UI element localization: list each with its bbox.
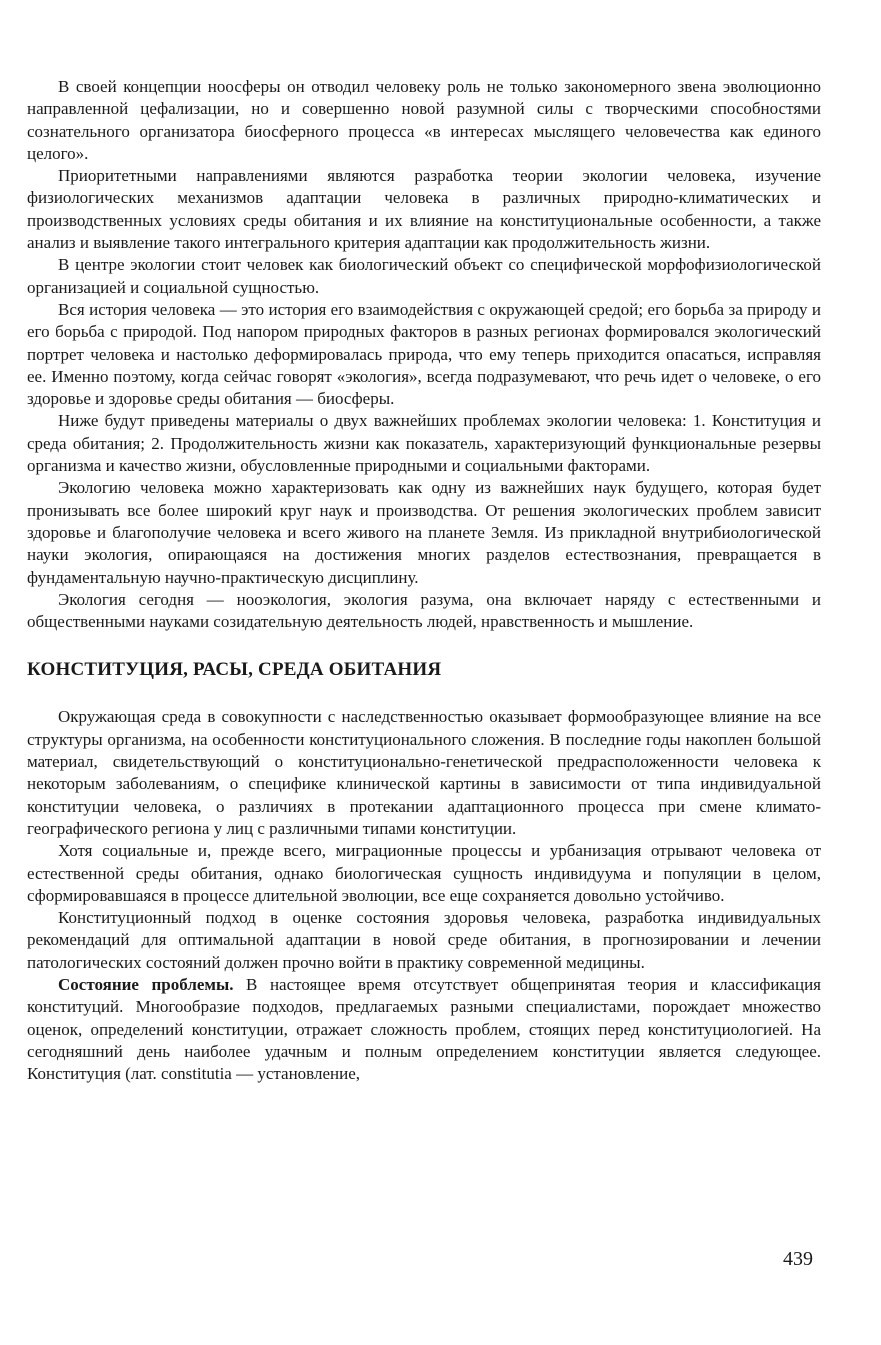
- paragraph: Окружающая среда в совокупности с наследственностью оказывает формообразующее влияние на все структуры организма, на особенности конституционального сложения. В последние годы накоплен большой материал, свидетельствующий о конституционально-генетической предрасположенности человека к некоторым заболеваниям, о специфике клинической картины в зависимости от типа индивидуальной конституции человека, о различиях в протекании адаптационного процесса при смене климато-географического региона у лиц с различными типами конституции.: [27, 707, 821, 838]
- paragraph: Вся история человека — это история его взаимодействия с окружающей средой; его борьба за природу и его борьба с природой. Под напором природных факторов в разных регионах формировался экологический портрет человека и настолько деформировалась природа, что ему теперь приходится опасаться, исправляя ее. Именно поэтому, когда сейчас говорят «экология», всегда подразумевают, что речь идет о человеке, о его здоровье и здоровье среды обитания — биосферы.: [27, 299, 821, 409]
- page-body: [27, 76, 821, 1085]
- run-in-heading: Состояние проблемы.: [58, 974, 234, 994]
- paragraph: Конституционный подход в оценке состояния здоровья человека, разработка индивидуальных рекомендаций для оптимальной адаптации в новой среде обитания, в прогнозировании и лечении патологических состояний должен прочно войти в практику современной медицины.: [27, 908, 821, 972]
- paragraph-state-of-problem: [27, 974, 821, 1085]
- section-heading: КОНСТИТУЦИЯ, РАСЫ, СРЕДА ОБИТАНИЯ: [27, 659, 442, 681]
- paragraph-text: В настоящее время отсутствует общепринятая теория и классификация конституций. Многообразие подходов, предлагаемых разными специалистами, порождает множество оценок, определений конституции, отражает сложность проблем, стоящих перед конституциологией. На сегодняшний день наиболее удачным и полным определением конституции является следующее. Конституция (лат. constitutia — установление,: [27, 974, 821, 1084]
- paragraph: Экология сегодня — нооэкология, экология разума, она включает наряду с естественными и общественными науками созидательную деятельность людей, нравственность и мышление.: [27, 589, 821, 632]
- paragraph: Хотя социальные и, прежде всего, миграционные процессы и урбанизация отрывают человека от естественной среды обитания, однако биологическая сущность индивидуума и популяции в целом, сформировавшаяся в процессе длительной эволюции, все еще сохраняется довольно устойчиво.: [27, 841, 821, 905]
- paragraph: В центре экологии стоит человек как биологический объект со специфической морфофизиологической организацией и социальной сущностью.: [27, 255, 821, 297]
- paragraph: Экологию человека можно характеризовать как одну из важнейших наук будущего, которая будет пронизывать все более широкий круг наук и производства. От решения экологических проблем зависит здоровье и благополучие человека и всего живого на планете Земля. Из прикладной внутрибиологической науки экология, опирающаяся на достижения многих разделов естествознания, превращается в фундаментальную научно-практическую дисциплину.: [27, 478, 821, 587]
- page-number: 439: [783, 1248, 813, 1270]
- paragraph: Ниже будут приведены материалы о двух важнейших проблемах экологии человека: 1. Конституция и среда обитания; 2. Продолжительность жизни как показатель, характеризующий функциональные резервы организма и качество жизни, обусловленные природными и социальными факторами.: [27, 411, 821, 476]
- paragraph: В своей концепции ноосферы он отводил человеку роль не только закономерного звена эволюционно направленной цефализации, но и совершенно новой разумной силы с творческими способностями сознательного организатора биосферного процесса «в интересах мыслящего человечества как единого целого».: [27, 77, 821, 163]
- paragraph: Приоритетными направлениями являются разработка теории экологии человека, изучение физиологических механизмов адаптации человека в различных природно-климатических и производственных условиях среды обитания и их влияние на конституциональные особенности, а также анализ и выявление такого интегрального критерия адаптации как продолжительность жизни.: [27, 166, 821, 253]
